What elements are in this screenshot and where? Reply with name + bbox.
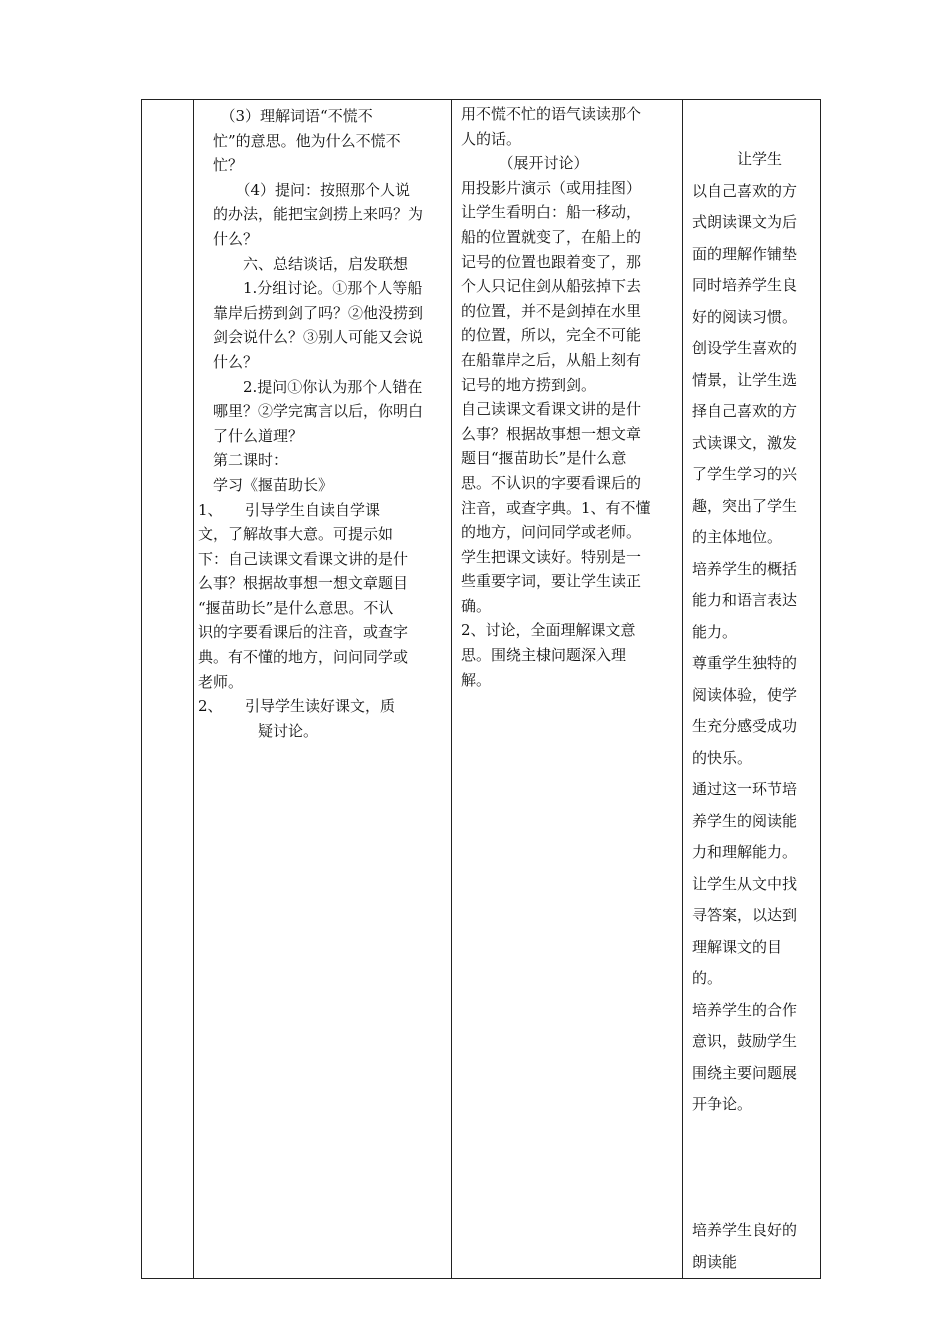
text-line: 理解课文的目 <box>692 937 783 956</box>
cell-design-intent <box>683 100 821 1279</box>
text-line: 人的话。 <box>461 129 522 148</box>
text-line: （展开讨论） <box>461 154 589 173</box>
text-line: 寻答案，以达到 <box>692 906 798 924</box>
text-line: 让学生 <box>692 150 783 168</box>
text-line: 老师。 <box>198 672 244 691</box>
text-line: 注音，或查字典。1、有不懂 <box>461 498 651 517</box>
text-line: 忙”的意思。他为什么不慌不 <box>198 131 401 150</box>
text-line: 式读课文，激发 <box>692 433 798 452</box>
text-line: 些重要字词，要让学生读正 <box>461 572 642 591</box>
text-line: （4）提问：按照那个人说 <box>198 180 411 199</box>
text-line: 的地方，问问同学或老师。 <box>461 523 642 542</box>
table-row <box>142 100 821 1279</box>
text-line: “揠苗助长”是什么意思。不认 <box>198 598 394 617</box>
text-line: 面的理解作铺垫 <box>692 244 798 263</box>
text-line: 记号的地方捞到剑。 <box>461 375 597 394</box>
text-line: 意识，鼓励学生 <box>692 1032 798 1050</box>
cell-empty <box>142 100 194 1279</box>
text-line: 下：自己读课文看课文讲的是什 <box>198 549 409 568</box>
text-line: 的办法，能把宝剑捞上来吗？为 <box>198 205 424 224</box>
text-line: 好的阅读习惯。 <box>692 307 798 326</box>
text-line: 让学生看明白：船一移动， <box>461 203 642 222</box>
text-line: 思。围绕主棣问题深入理 <box>461 646 627 665</box>
text-line: 疑讨论。 <box>198 721 319 740</box>
text-line <box>692 1152 820 1184</box>
text-line: 记号的位置也跟着变了，那 <box>461 252 642 271</box>
text-line: 文，了解故事大意。可提示如 <box>198 525 394 544</box>
text-line: 力和理解能力。 <box>692 843 798 861</box>
text-line: 同时培养学生良 <box>692 276 798 294</box>
text-line: 什么？ <box>198 229 259 248</box>
text-line: 的快乐。 <box>692 748 753 767</box>
text-line: 通过这一环节培 <box>692 780 798 798</box>
lesson-plan-table <box>141 99 821 1279</box>
text-line: 用不慌不忙的语气读读那个 <box>461 105 642 123</box>
text-line: 什么？ <box>198 352 259 371</box>
text-line: 情景，让学生选 <box>692 370 798 389</box>
text-line: 自己读课文看课文讲的是什 <box>461 400 642 419</box>
text-line: 用投影片演示（或用挂图） <box>461 178 642 197</box>
text-line: 1.分组讨论。①那个人等船 <box>198 279 423 298</box>
text-line: 围绕主要问题展 <box>692 1063 798 1082</box>
text-line: 六、总结谈话，启发联想 <box>198 254 409 273</box>
text-line: （3）理解词语“不慌不 <box>198 107 373 125</box>
text-line: 培养学生的合作 <box>692 1000 798 1019</box>
text-line: 思。不认识的字要看课后的 <box>461 473 642 492</box>
cell-teaching-process <box>194 100 452 1279</box>
text-line: 以自己喜欢的方 <box>692 181 798 200</box>
text-line: 2.提问①你认为那个人错在 <box>198 377 423 396</box>
text-line: 靠岸后捞到剑了吗？②他没捞到 <box>198 303 424 322</box>
text-line: 剑会说什么？③别人可能又会说 <box>198 328 424 347</box>
text-line: 了什么道理？ <box>198 426 304 445</box>
text-line: 题目“揠苗助长”是什么意 <box>461 449 627 468</box>
text-line: 培养学生的概括 <box>692 559 798 578</box>
text-line: 养学生的阅读能 <box>692 811 798 830</box>
text-line: 典。有不懂的地方，问问同学或 <box>198 648 409 667</box>
text-line: 择自己喜欢的方 <box>692 402 798 420</box>
text-line: 个人只记住剑从船弦掉下去 <box>461 277 642 296</box>
text-line: 朗读能 <box>692 1252 738 1271</box>
text-line: 阅读体验，使学 <box>692 685 798 704</box>
text-line: 第二课时： <box>198 451 289 470</box>
teaching-process-text <box>194 100 451 743</box>
text-line: 生充分感受成功 <box>692 717 798 735</box>
text-line: 能力。 <box>692 622 738 641</box>
text-line: 学习《揠苗助长》 <box>198 475 334 494</box>
text-line: 识的字要看课后的注音，或查字 <box>198 623 409 642</box>
text-line: 能力和语言表达 <box>692 591 798 609</box>
text-line: 确。 <box>461 596 492 615</box>
text-line: 么事？根据故事想一想文章题目 <box>198 574 409 593</box>
cell-student-activity <box>452 100 683 1279</box>
text-line: 开争论。 <box>692 1095 753 1113</box>
text-line: 的位置，所以，完全不可能 <box>461 326 642 345</box>
text-line: 忙？ <box>198 156 244 175</box>
text-line: 学生把课文读好。特别是一 <box>461 547 642 566</box>
text-line: 在船靠岸之后，从船上刻有 <box>461 350 642 369</box>
design-intent-text <box>683 100 820 1278</box>
text-line: 的主体地位。 <box>692 528 783 546</box>
text-line: 趣，突出了学生 <box>692 496 798 515</box>
text-line: 的位置，并不是剑掉在水里 <box>461 301 642 320</box>
student-activity-text <box>452 100 682 692</box>
text-line: 培养学生良好的 <box>692 1221 798 1239</box>
text-line: 尊重学生独特的 <box>692 654 798 672</box>
text-line: 解。 <box>461 670 492 689</box>
text-line: 2、 引导学生读好课文，质 <box>198 697 396 716</box>
text-line: 哪里？②学完寓言以后，你明白 <box>198 402 424 421</box>
text-line: 么事？根据故事想一想文章 <box>461 424 642 443</box>
text-line: 让学生从文中找 <box>692 874 798 893</box>
text-line: 船的位置就变了，在船上的 <box>461 227 642 246</box>
text-line: 创设学生喜欢的 <box>692 339 798 357</box>
text-line: 1、 引导学生自读自学课 <box>198 500 381 519</box>
text-line: 2、讨论，全面理解课文意 <box>461 621 636 640</box>
text-line: 的。 <box>692 969 723 987</box>
text-line: 了学生学习的兴 <box>692 465 798 483</box>
text-line <box>692 1121 820 1153</box>
text-line <box>692 1184 820 1216</box>
text-line: 式朗读课文为后 <box>692 213 798 231</box>
